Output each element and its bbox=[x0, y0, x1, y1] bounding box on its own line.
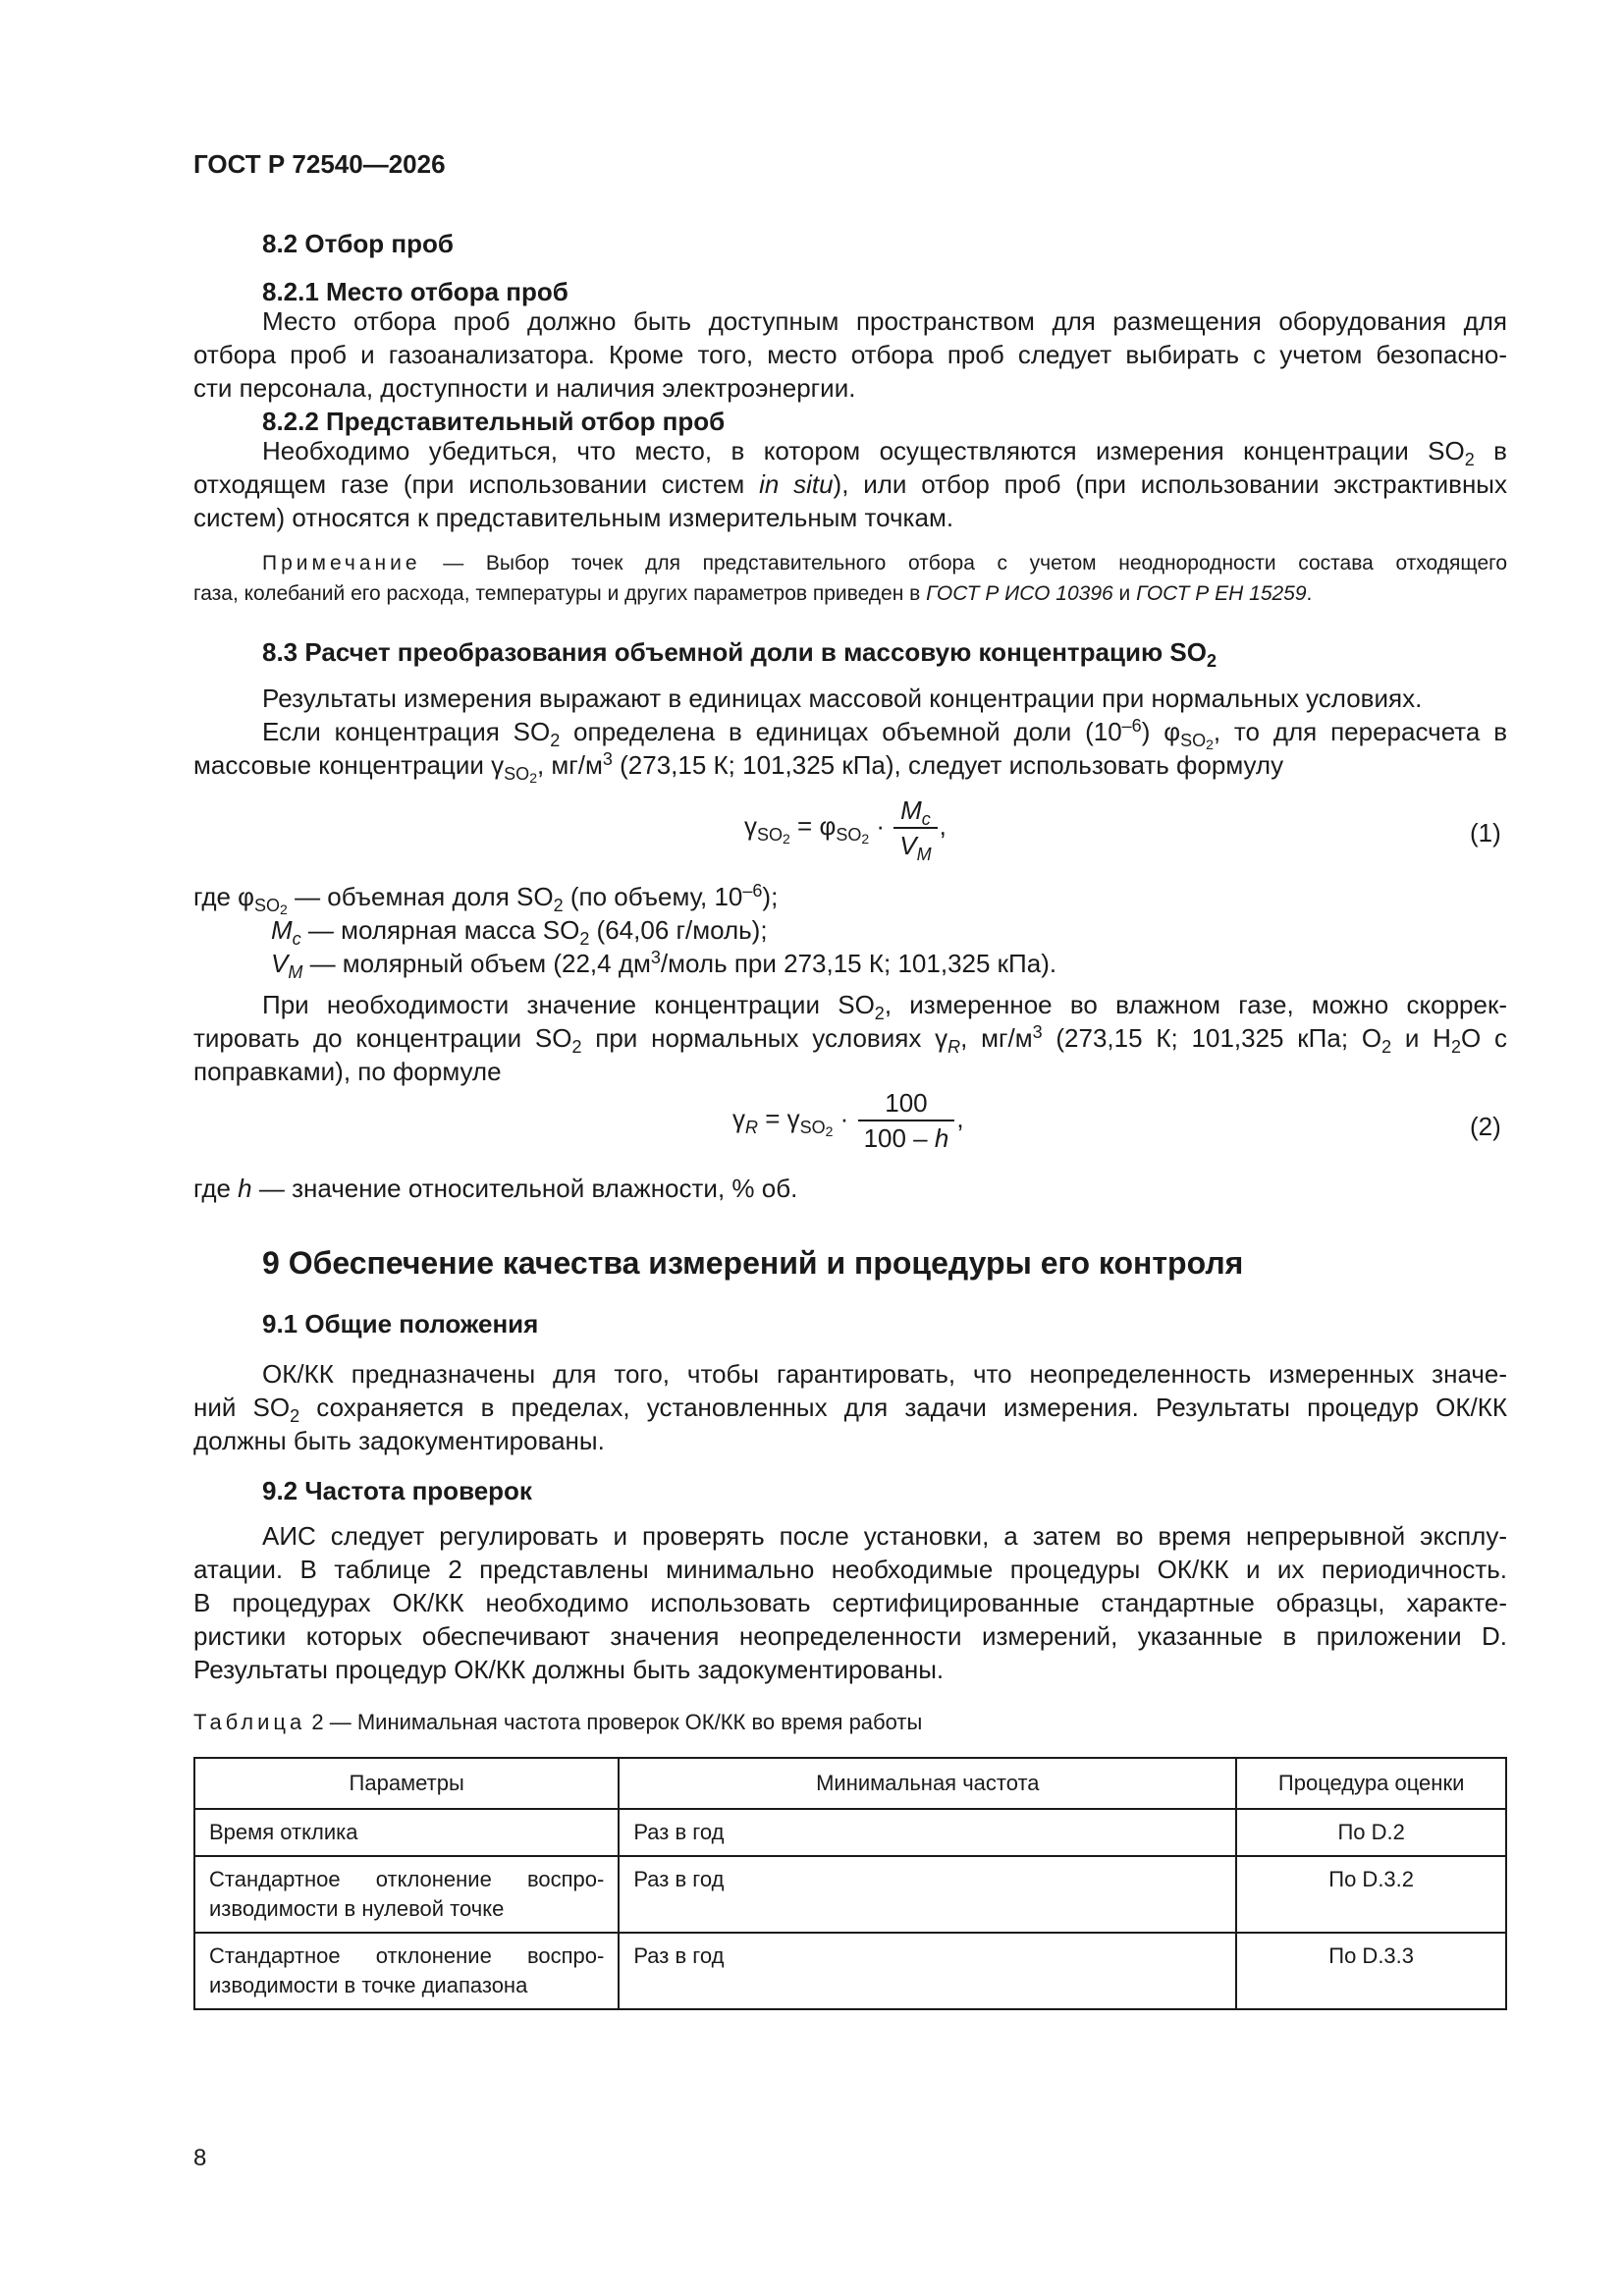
text-line: Результаты измерения выражают в единицах массовой концентрации при нормальных условиях. bbox=[262, 683, 1423, 713]
table-header-row bbox=[194, 1758, 1506, 1809]
text-line: атации. В таблице 2 представлены минимально необходимые процедуры ОК/КК и их периодичность. bbox=[193, 1555, 1507, 1584]
note-block bbox=[193, 548, 1507, 609]
note-line: Примечание — Выбор точек для представительного отбора с учетом неоднородности состава отходящего bbox=[262, 552, 1507, 574]
text-line: Необходимо убедиться, что место, в котором осуществляются измерения концентрации $SO_2$ в bbox=[262, 436, 1507, 469]
table-cell: Стандартное отклонение воспро- изводимости в точке диапазона bbox=[194, 1933, 619, 2009]
text-line: ристики которых обеспечивают значения неопределенности измерений, указанные в приложении D. bbox=[193, 1621, 1507, 1651]
section-8-3-title: 8.3 Расчет преобразования объемной доли в массовую концентрацию $SO_2$ bbox=[262, 637, 1217, 671]
section-9-1-title: 9.1 Общие положения bbox=[262, 1309, 539, 1339]
table-cell: Время отклика bbox=[194, 1809, 619, 1856]
text-line: должны быть задокументированы. bbox=[193, 1426, 605, 1455]
fraction-mc-vm: $\frac{M_c}{V_M}$ bbox=[893, 793, 937, 862]
text-line: массовые концентрации $\gamma_{SO2}$, $мг/м^3$ (273,15 К; 101,325 кПа), следует использовать формулу bbox=[193, 749, 1284, 786]
table-cell: Раз в год bbox=[619, 1933, 1236, 2009]
column-header-procedure: Процедура оценки bbox=[1236, 1758, 1506, 1809]
fraction-humidity: $\frac{100}{100 - h}$ bbox=[858, 1086, 955, 1155]
equation-1: $\gamma_{SO2} = \varphi_{SO2}$ · $\frac{M_c}{V_M}$ , bbox=[744, 795, 947, 864]
text-line: В процедурах ОК/КК необходимо использовать сертифицированные стандартные образцы, характе- bbox=[193, 1588, 1507, 1617]
section-8-2-title: 8.2 Отбор проб bbox=[262, 229, 454, 258]
section-8-2-2-title: 8.2.2 Представительный отбор проб bbox=[262, 407, 726, 436]
section-8-3-text-2 bbox=[193, 988, 1507, 1088]
table-row bbox=[194, 1809, 1506, 1856]
page-number: 8 bbox=[193, 2145, 207, 2171]
text-line: АИС следует регулировать и проверять после установки, а затем во время непрерывной эксплу- bbox=[262, 1521, 1507, 1551]
text-line: систем) относятся к представительным измерительным точкам. bbox=[193, 503, 954, 532]
table-cell: Раз в год bbox=[619, 1809, 1236, 1856]
text-line: Место отбора проб должно быть доступным пространством для размещения оборудования для bbox=[262, 306, 1507, 336]
standard-header: ГОСТ Р 72540—2026 bbox=[193, 149, 446, 179]
table-cell: По D.3.3 bbox=[1236, 1933, 1506, 2009]
text-line: тировать до концентрации $SO_2$ при нормальных условиях $\gamma_R$, $мг/м^3$ (273,15 К; 101,325 кПа; $O_2$ и $H_2O$ с bbox=[193, 1022, 1507, 1057]
table-cell: По D.2 bbox=[1236, 1809, 1506, 1856]
table-cell: Раз в год bbox=[619, 1856, 1236, 1933]
text-line: сти персонала, доступности и наличия электроэнергии. bbox=[193, 373, 856, 403]
where-block-1 bbox=[193, 880, 1507, 980]
table-row bbox=[194, 1933, 1506, 2009]
section-9-2-text bbox=[193, 1519, 1507, 1686]
note-label: Примечание bbox=[262, 552, 421, 574]
section-8-2-1-text bbox=[193, 304, 1507, 405]
note-line: газа, колебаний его расхода, температуры и других параметров приведен в ГОСТ Р ИСО 10396 и ГОСТ Р ЕН 15259. bbox=[193, 582, 1313, 605]
table-cell: Стандартное отклонение воспро- изводимости в нулевой точке bbox=[194, 1856, 619, 1933]
section-9-title: 9 Обеспечение качества измерений и процедуры его контроля bbox=[262, 1245, 1244, 1281]
section-8-3-text bbox=[193, 682, 1508, 786]
equation-2: $\gamma_R = \gamma_{SO2}$ · $\frac{100}{100 - h}$ , bbox=[732, 1088, 964, 1153]
equation-1-number: (1) bbox=[1470, 818, 1501, 847]
table-cell: По D.3.2 bbox=[1236, 1856, 1506, 1933]
column-header-parameters: Параметры bbox=[194, 1758, 619, 1809]
table-row bbox=[194, 1856, 1506, 1933]
section-9-2-title: 9.2 Частота проверок bbox=[262, 1476, 532, 1505]
text-line: поправками), по формуле bbox=[193, 1057, 502, 1086]
table-caption: Таблица 2 — Минимальная частота проверок ОК/КК во время работы bbox=[193, 1710, 923, 1734]
section-8-2-2-text bbox=[193, 434, 1507, 534]
section-8-2-1-title: 8.2.1 Место отбора проб bbox=[262, 277, 568, 306]
text-line: Результаты процедур ОК/КК должны быть задокументированы. bbox=[193, 1655, 945, 1684]
text-line: где $\varphi_{SO2}$ — объемная доля $SO_2$ (по объему, $10^{-6}$); bbox=[193, 881, 779, 917]
text-line: Если концентрация $SO_2$ определена в единицах объемной доли $(10^{-6})$ $\varphi_{SO2}$, то для перерасчета в bbox=[262, 716, 1508, 752]
where-block-2: где h — значение относительной влажности, % об. bbox=[193, 1174, 798, 1203]
text-line: ОК/КК предназначены для того, чтобы гарантировать, что неопределенность измеренных значе- bbox=[262, 1359, 1507, 1389]
text-line: При необходимости значение концентрации $SO_2$, измеренное во влажном газе, можно скоррек- bbox=[262, 990, 1507, 1023]
column-header-frequency: Минимальная частота bbox=[619, 1758, 1236, 1809]
text-line: $M_c$ — молярная масса $SO_2$ (64,06 г/моль); bbox=[271, 915, 768, 949]
text-line: отходящем газе (при использовании систем in situ), или отбор проб (при использовании экстрактивных bbox=[193, 469, 1507, 499]
qc-frequency-table bbox=[193, 1757, 1507, 2010]
text-line: $V_M$ — молярный объем (22,4 $дм^3$/моль при 273,15 К; 101,325 кПа). bbox=[271, 948, 1057, 982]
equation-2-number: (2) bbox=[1470, 1112, 1501, 1141]
text-line: ний $SO_2$ сохраняется в пределах, установленных для задачи измерения. Результаты процедур ОК/КК bbox=[193, 1393, 1507, 1426]
text-line: отбора проб и газоанализатора. Кроме того, место отбора проб следует выбирать с учетом безопасно- bbox=[193, 340, 1507, 369]
section-9-1-text bbox=[193, 1357, 1507, 1457]
